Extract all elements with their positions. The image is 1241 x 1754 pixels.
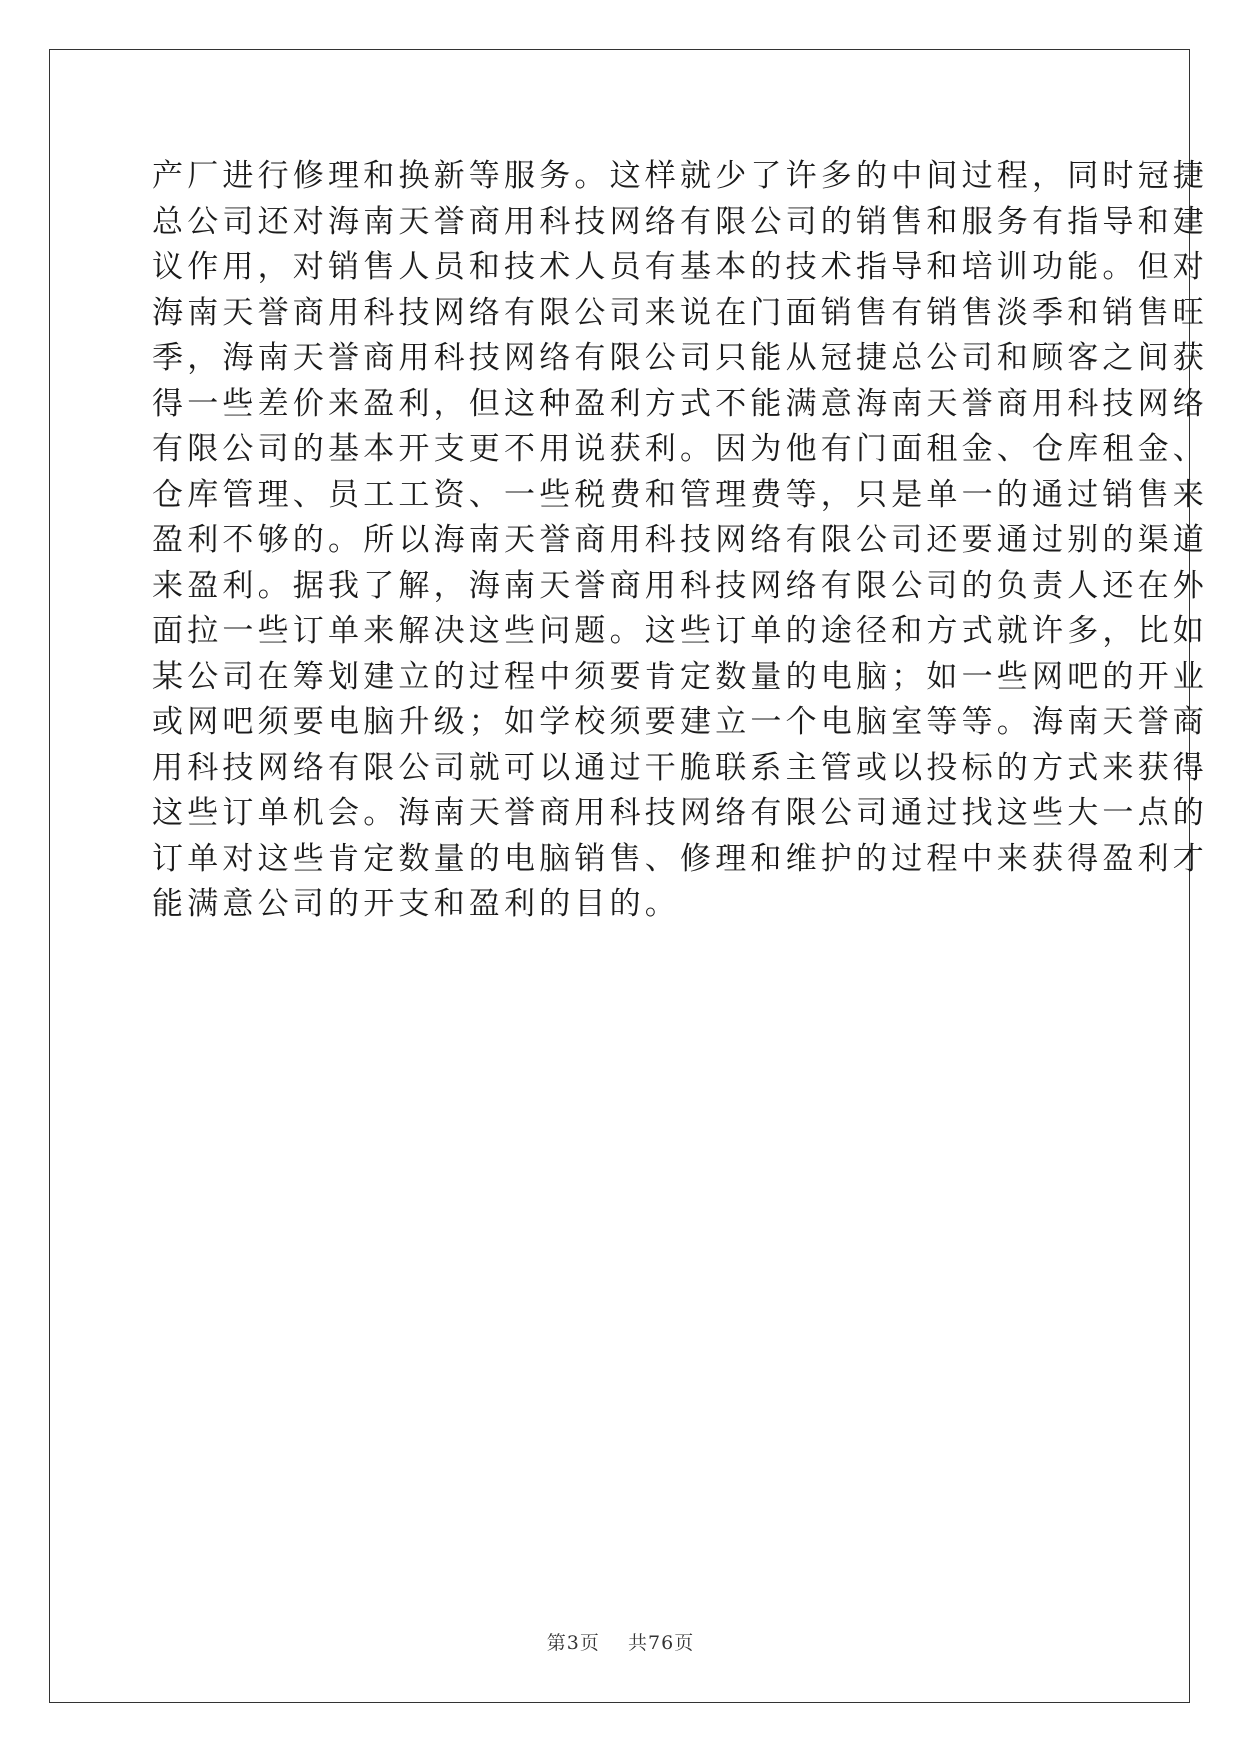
body-line: 得一些差价来盈利，但这种盈利方式不能满意海南天誉商用科技网络 [152,385,1208,422]
body-line: 仓库管理、员工工资、一些税费和管理费等，只是单一的通过销售来 [152,476,1208,513]
body-line: 有限公司的基本开支更不用说获利。因为他有门面租金、仓库租金、 [152,431,1208,467]
body-line: 议作用，对销售人员和技术人员有基本的技术指导和培训功能。但对 [152,249,1208,285]
body-line: 这些订单机会。海南天誉商用科技网络有限公司通过找这些大一点的 [152,795,1208,831]
body-line: 用科技网络有限公司就可以通过干脆联系主管或以投标的方式来获得 [152,749,1208,786]
body-line: 某公司在筹划建立的过程中须要肯定数量的电脑；如一些网吧的开业 [152,658,1208,695]
document-body [152,158,1208,937]
body-line: 能满意公司的开支和盈利的目的。 [152,886,680,922]
body-line: 季，海南天誉商用科技网络有限公司只能从冠捷总公司和顾客之间获 [152,340,1208,376]
page-number: 第3页 [546,1632,600,1654]
body-line: 面拉一些订单来解决这些问题。这些订单的途径和方式就许多，比如 [152,613,1208,649]
page-total: 共76页 [628,1632,695,1654]
body-line: 来盈利。据我了解，海南天誉商用科技网络有限公司的负责人还在外 [152,567,1208,604]
body-line: 订单对这些肯定数量的电脑销售、修理和维护的过程中来获得盈利才 [152,840,1208,877]
body-line: 或网吧须要电脑升级；如学校须要建立一个电脑室等等。海南天誉商 [152,704,1208,740]
body-line: 盈利不够的。所以海南天誉商用科技网络有限公司还要通过别的渠道 [152,522,1208,558]
body-line: 总公司还对海南天誉商用科技网络有限公司的销售和服务有指导和建 [152,203,1208,240]
page-footer [0,1628,1241,1655]
body-line: 海南天誉商用科技网络有限公司来说在门面销售有销售淡季和销售旺 [152,294,1208,331]
body-line: 产厂进行修理和换新等服务。这样就少了许多的中间过程，同时冠捷 [152,158,1208,194]
